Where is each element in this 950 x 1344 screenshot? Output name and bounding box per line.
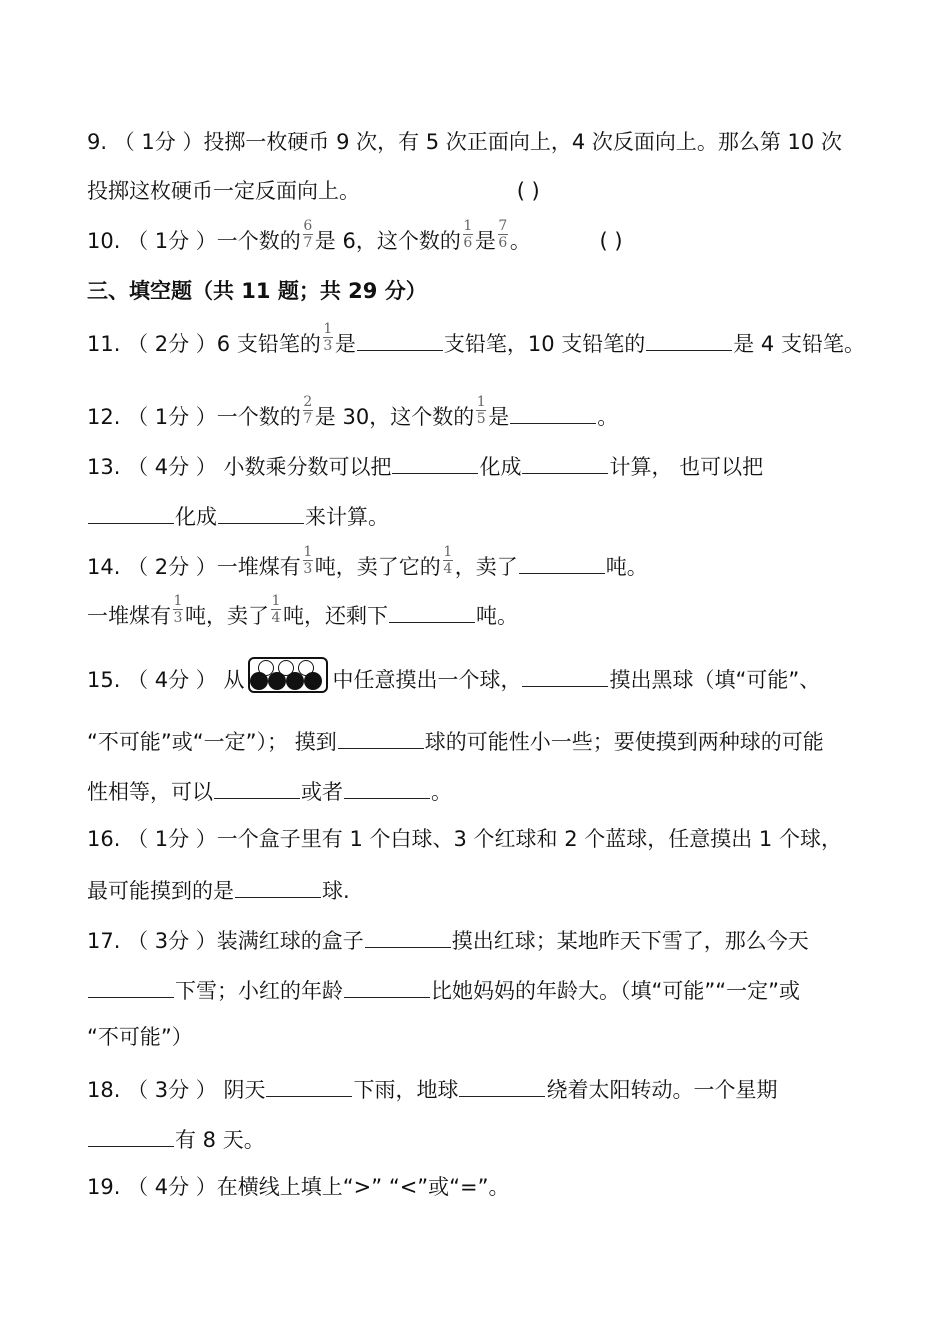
q14-suffix: 吨。 — [605, 555, 648, 579]
black-ball — [286, 672, 304, 690]
q14-line1 — [87, 543, 890, 584]
q17-line2-suffix: 比她妈妈的年龄大。（填“可能”“一定”或 — [431, 979, 801, 1003]
q11-blank-1[interactable] — [357, 326, 443, 351]
q10-mid2: 是 — [474, 229, 496, 253]
q17-line2-mid: 下雪；小红的年龄 — [175, 979, 343, 1003]
q12-fraction-2-7 — [303, 395, 313, 426]
q14-fraction-1-4 — [443, 545, 453, 576]
q15-blank-2[interactable] — [338, 724, 424, 749]
q14-mid2: ，卖了 — [454, 555, 518, 579]
frac-numerator: 2 — [303, 393, 313, 410]
q9-text-2: 投掷这枚硬币一定反面向上。 — [87, 179, 360, 203]
q16-text-1: 16. （ 1分 ）一个盒子里有 1 个白球、3 个红球和 2 个蓝球，任意摸出 1 个球， — [87, 827, 842, 851]
q12-prefix: 12. （ 1分 ）一个数的 — [87, 405, 301, 429]
q9-text-1: 9. （ 1分 ）投掷一枚硬币 9 次，有 5 次正面向上，4 次反面向上。那么第 10 次 — [87, 130, 842, 154]
q14-fraction-1-3 — [303, 545, 313, 576]
q13-blank-3[interactable] — [88, 499, 174, 524]
q12-line — [87, 393, 890, 434]
q14-mid3: 吨，卖了 — [185, 604, 269, 628]
q13-line1 — [87, 449, 890, 482]
frac-denominator: 6 — [463, 234, 473, 251]
q17-line3 — [87, 1022, 890, 1052]
q11-mid2: 支铅笔，10 支铅笔的 — [443, 332, 646, 356]
q19-line — [87, 1172, 890, 1202]
q14-mid4: 吨，还剩下 — [283, 604, 388, 628]
q11-fraction-1-3 — [323, 322, 333, 353]
q11-mid1: 是 — [334, 332, 356, 356]
q15-blank-4[interactable] — [344, 774, 430, 799]
frac-denominator: 3 — [173, 609, 183, 626]
q12-blank-1[interactable] — [510, 399, 596, 424]
q14-prefix2: 一堆煤有 — [87, 604, 171, 628]
q10-fraction-7-6 — [498, 219, 508, 250]
frac-numerator: 7 — [498, 217, 508, 234]
frac-denominator: 7 — [303, 234, 313, 251]
q10-answer-paren[interactable]: ( ) — [599, 229, 623, 253]
q14-fraction-1-4-b — [271, 594, 281, 625]
frac-numerator: 1 — [271, 592, 281, 609]
q10-fraction-1-6 — [463, 219, 473, 250]
frac-numerator: 6 — [303, 217, 313, 234]
section-3-title: 三、填空题（共 11 题；共 29 分） — [87, 279, 427, 303]
q16-line2-prefix: 最可能摸到的是 — [87, 879, 234, 903]
q17-blank-3[interactable] — [344, 973, 430, 998]
q18-blank-3[interactable] — [88, 1122, 174, 1147]
q14-line2 — [87, 592, 890, 633]
q15-blank-3[interactable] — [214, 774, 300, 799]
q12-mid2: 是 — [488, 405, 510, 429]
q9-line1 — [87, 127, 890, 157]
q15-prefix: 15. （ 4分 ） 从 — [87, 668, 245, 692]
q17-blank-2[interactable] — [88, 973, 174, 998]
q16-line2 — [87, 873, 890, 906]
q13-suffix: 来计算。 — [305, 505, 389, 529]
q16-line2-suffix: 球. — [322, 879, 350, 903]
frac-denominator: 6 — [498, 234, 508, 251]
q13-mid1: 化成 — [479, 455, 522, 479]
q9-line2 — [87, 176, 890, 206]
frac-numerator: 1 — [463, 217, 473, 234]
q13-mid2: 计算， 也可以把 — [609, 455, 764, 479]
q14-blank-1[interactable] — [519, 549, 605, 574]
q10-prefix: 10. （ 1分 ）一个数的 — [87, 229, 301, 253]
q17-line1 — [87, 923, 890, 956]
frac-numerator: 1 — [173, 592, 183, 609]
q12-fraction-1-5 — [476, 395, 486, 426]
q14-mid1: 吨，卖了它的 — [314, 555, 441, 579]
frac-numerator: 1 — [443, 543, 453, 560]
q10-line — [87, 217, 890, 258]
q13-mid3: 化成 — [175, 505, 217, 529]
q19-text: 19. （ 4分 ）在横线上填上“>” “<”或“=”。 — [87, 1175, 510, 1199]
q15-line3-prefix: 性相等，可以 — [87, 780, 213, 804]
frac-numerator: 1 — [323, 320, 333, 337]
frac-denominator: 5 — [476, 410, 486, 427]
q15-line2 — [87, 724, 890, 757]
q15-line3 — [87, 774, 890, 807]
q17-mid1: 摸出红球；某地昨天下雪了，那么今天 — [451, 929, 809, 953]
q18-blank-1[interactable] — [266, 1072, 352, 1097]
q10-mid1: 是 6，这个数的 — [314, 229, 461, 253]
q18-line1 — [87, 1072, 890, 1105]
section-3-heading — [87, 276, 890, 306]
q15-line2-prefix: “不可能”或“一定”）； 摸到 — [87, 730, 337, 754]
ball-box-image — [248, 657, 328, 693]
q10-fraction-6-7 — [303, 219, 313, 250]
frac-denominator: 4 — [443, 560, 453, 577]
q18-line2 — [87, 1122, 890, 1155]
q13-blank-2[interactable] — [522, 449, 608, 474]
q13-prefix: 13. （ 4分 ） 小数乘分数可以把 — [87, 455, 392, 479]
q9-answer-paren[interactable]: ( ) — [516, 179, 540, 203]
q15-line3-mid: 或者 — [301, 780, 343, 804]
q15-mid1: 中任意摸出一个球， — [332, 668, 522, 692]
frac-denominator: 3 — [303, 560, 313, 577]
q18-prefix: 18. （ 3分 ） 阴天 — [87, 1078, 266, 1102]
q15-mid2: 摸出黑球（填“可能”、 — [609, 668, 821, 692]
frac-denominator: 4 — [271, 609, 281, 626]
q18-mid1: 下雨，地球 — [353, 1078, 459, 1102]
q15-line2-suffix: 球的可能性小一些；要使摸到两种球的可能 — [424, 730, 824, 754]
q10-suffix: 。 — [509, 229, 531, 253]
q11-prefix: 11. （ 2分 ）6 支铅笔的 — [87, 332, 321, 356]
frac-denominator: 3 — [323, 337, 333, 354]
q14-fraction-1-3-b — [173, 594, 183, 625]
black-ball — [250, 672, 268, 690]
q18-mid2: 绕着太阳转动。一个星期 — [546, 1078, 778, 1102]
q17-line3: “不可能”） — [87, 1025, 193, 1049]
q18-line2-suffix: 有 8 天。 — [175, 1128, 265, 1152]
q15-line3-suffix: 。 — [431, 780, 452, 804]
q14-blank-2[interactable] — [389, 598, 475, 623]
q14-suffix2: 吨。 — [476, 604, 518, 628]
q17-prefix: 17. （ 3分 ）装满红球的盒子 — [87, 929, 364, 953]
black-ball — [304, 672, 322, 690]
q14-prefix: 14. （ 2分 ）一堆煤有 — [87, 555, 301, 579]
q15-line1 — [87, 662, 890, 699]
q13-blank-4[interactable] — [218, 499, 304, 524]
q12-mid1: 是 30，这个数的 — [314, 405, 475, 429]
q18-blank-2[interactable] — [459, 1072, 545, 1097]
q11-line — [87, 320, 890, 361]
frac-denominator: 7 — [303, 410, 313, 427]
q13-blank-1[interactable] — [392, 449, 478, 474]
black-ball — [268, 672, 286, 690]
q16-blank-1[interactable] — [235, 873, 321, 898]
q16-line1 — [87, 824, 890, 854]
q13-line2 — [87, 499, 890, 532]
q11-blank-2[interactable] — [646, 326, 732, 351]
frac-numerator: 1 — [476, 393, 486, 410]
q17-blank-1[interactable] — [365, 923, 451, 948]
q11-suffix: 是 4 支铅笔。 — [733, 332, 865, 356]
frac-numerator: 1 — [303, 543, 313, 560]
q17-line2 — [87, 973, 890, 1006]
q15-blank-1[interactable] — [522, 662, 608, 687]
q12-suffix: 。 — [597, 405, 619, 429]
